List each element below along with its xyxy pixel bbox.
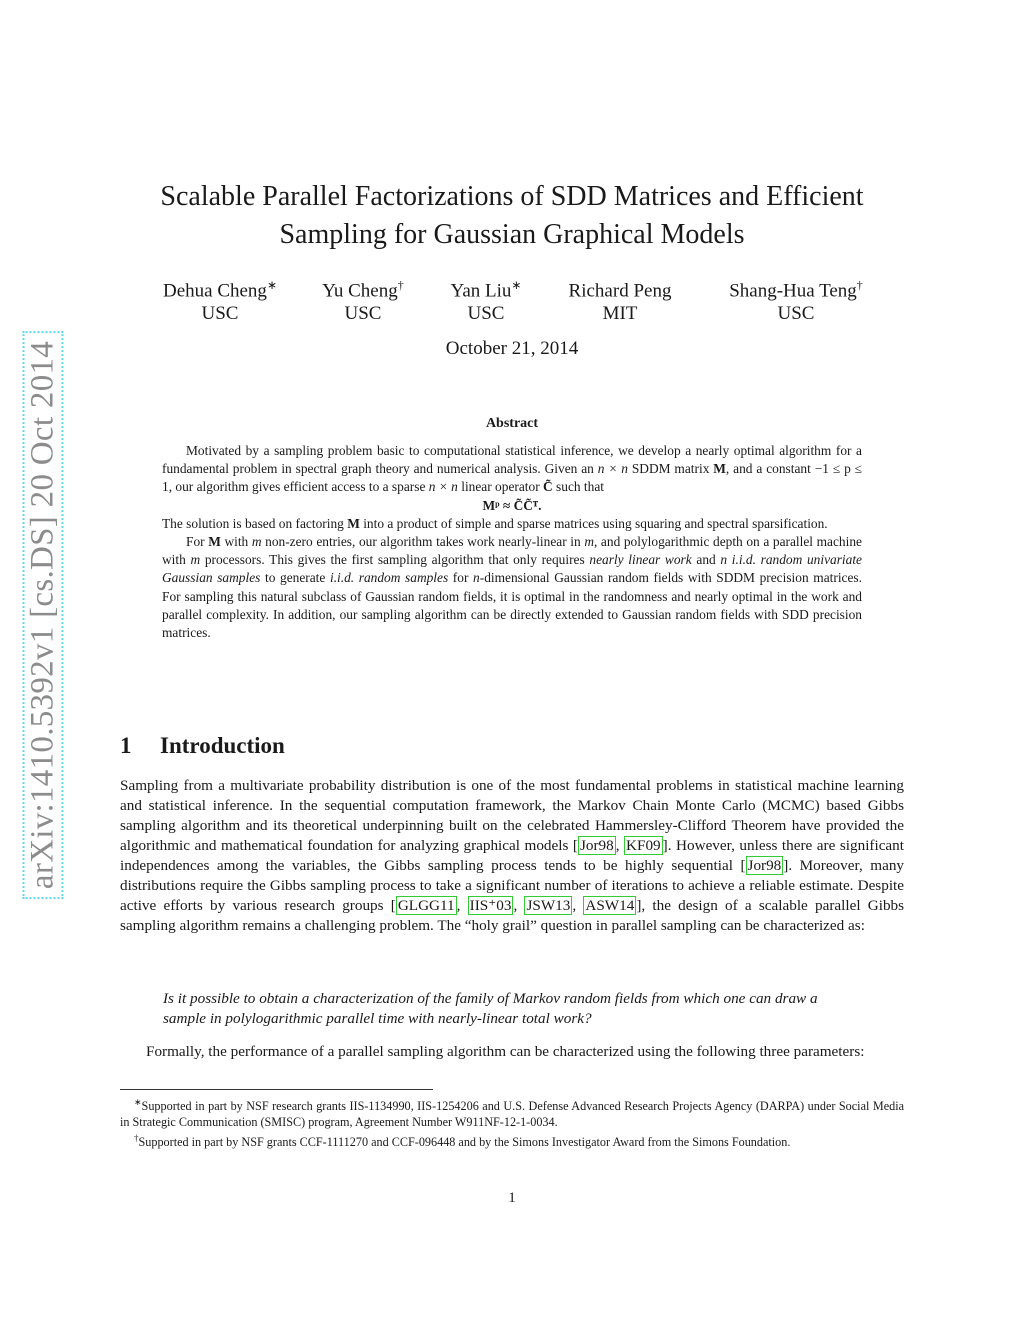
footnote-1	[120, 1094, 904, 1130]
math-inline: C̃	[543, 479, 553, 495]
text-run: and	[691, 552, 721, 568]
text-run: -dimensional Gaussian random fields with SDDM precision matrices. For sampling this natural subclass of Gaussian random fields, it is optimal in the randomness and nearly optimal in the work and parallel complexity. In addition, our sampling algorithm can be directly extended to Gaussian random fields with SDD precision matrices.	[162, 570, 862, 641]
research-question-quote: Is it possible to obtain a characterization of the family of Markov random fields from which one can draw a sample in polylogarithmic parallel time with nearly-linear total work?	[163, 990, 818, 1027]
text-run: into a product of simple and sparse matrices using squaring and spectral sparsification.	[359, 515, 828, 531]
text-run: , our algorithm gives efficient access to a sparse	[168, 479, 429, 495]
footnote-text: Supported in part by NSF grants CCF-1111270 and CCF-096448 and by the Simons Investigator Award from the Simons Foundation.	[138, 1135, 791, 1150]
author-name: Shang-Hua Teng	[729, 280, 857, 302]
text-run: ,	[513, 897, 525, 914]
citation-link[interactable]: KF09	[626, 837, 661, 854]
citation-link[interactable]: Jor98	[747, 857, 782, 874]
author-mark: †	[856, 278, 863, 292]
author-1	[163, 274, 277, 325]
author-3	[451, 274, 522, 325]
abstract-paragraph-1	[162, 442, 862, 497]
section-heading-introduction	[120, 733, 285, 759]
math-inline: −1 ≤ p ≤ 1	[162, 461, 863, 495]
citation-link[interactable]: JSW13	[526, 897, 571, 914]
text-run: ,	[572, 897, 584, 914]
text-run: The solution is based on factoring	[162, 515, 348, 531]
section-title: Introduction	[160, 733, 285, 758]
abstract-paragraph-2	[162, 515, 862, 533]
intro-paragraph-1	[120, 776, 904, 936]
text-run: non-zero entries, our algorithm takes work nearly-linear in	[261, 534, 585, 550]
author-name: Yu Cheng	[322, 280, 398, 302]
author-mark: ∗	[511, 278, 522, 292]
text-run: for	[448, 570, 474, 586]
author-name: Richard Peng	[568, 280, 672, 302]
math-inline: m	[584, 534, 594, 550]
text-run: ,	[456, 897, 468, 914]
text-run: ]. Moreover, many distributions require the Gibbs sampling process to take a significant number of iterations to achieve a reliable estimate. Despite active efforts by various research groups [	[120, 857, 905, 914]
author-affiliation: USC	[344, 303, 382, 325]
abstract-heading: Abstract	[485, 416, 539, 431]
text-run: SDDM matrix	[627, 461, 714, 477]
author-5	[729, 274, 863, 325]
author-affiliation: USC	[777, 303, 815, 325]
footnote-mark: ∗	[134, 1097, 142, 1107]
author-list	[0, 274, 1024, 324]
author-name: Yan Liu	[450, 280, 512, 302]
abstract-paragraph-3	[162, 533, 862, 642]
footnote-2	[120, 1130, 904, 1150]
math-inline: n × n	[597, 461, 628, 477]
text-run: For	[186, 534, 209, 550]
section-number: 1	[120, 733, 132, 758]
math-inline: m	[251, 534, 262, 550]
text-run: processors. This gives the first sampling algorithm that only requires	[200, 552, 590, 568]
author-affiliation: MIT	[602, 303, 638, 325]
citation-link[interactable]: Jor98	[579, 837, 614, 854]
author-4	[569, 274, 672, 325]
emphasis: i.i.d. random samples	[329, 570, 449, 586]
citation-link[interactable]: GLGG11	[397, 897, 455, 914]
display-equation: Mᵖ ≈ C̃C̃ᵀ.	[482, 497, 542, 513]
footnote-mark: †	[134, 1133, 139, 1144]
author-affiliation: USC	[201, 303, 239, 325]
math-inline: n	[473, 570, 480, 586]
math-inline: M	[347, 515, 360, 531]
text-run: ,	[615, 837, 625, 854]
footnote-text: Supported in part by NSF research grants IIS-1134990, IIS-1254206 and U.S. Defense Advanced Research Projects Agency (DARPA) under Social Media in Strategic Communication (SMISC) program, Agreement Number W911NF-12-1-0034.	[120, 1099, 904, 1130]
text-run: such that	[552, 479, 605, 495]
page-number: 1	[508, 1190, 516, 1206]
text-run: ], the design of a scalable parallel Gibbs sampling algorithm remains a challenging problem. The “holy grail” question in parallel sampling can be characterized as:	[120, 897, 905, 934]
emphasis: nearly linear work	[589, 552, 692, 568]
intro-paragraph-2: Formally, the performance of a parallel sampling algorithm can be characterized using the following three parameters:	[146, 1043, 865, 1060]
citation-link[interactable]: IIS⁺03	[469, 897, 512, 914]
text-run: , and polylogarithmic depth on a parallel machine with	[162, 534, 862, 568]
author-mark: ∗	[266, 278, 278, 292]
text-run: Motivated by a sampling problem basic to computational statistical inference, we develop a nearly optimal algorithm for a fundamental problem in spectral graph theory and numerical analysis. Given an	[162, 443, 862, 477]
publication-date: October 21, 2014	[445, 338, 579, 359]
author-affiliation: USC	[467, 303, 505, 325]
arxiv-stamp-text[interactable]: arXiv:1410.5392v1 [cs.DS] 20 Oct 2014	[23, 331, 64, 899]
text-run: ]. However, unless there are significant independences among the variables, the Gibbs sampling process tends to be highly sequential [	[120, 837, 904, 874]
emphasis: n i.i.d. random univariate Gaussian samples	[162, 552, 863, 586]
author-2	[322, 274, 403, 325]
math-inline: M	[208, 534, 221, 550]
footnotes	[120, 1094, 904, 1150]
text-run: to generate	[260, 570, 330, 586]
math-inline: n × n	[428, 479, 458, 495]
math-inline: M	[713, 461, 726, 477]
author-name: Dehua Cheng	[162, 280, 267, 302]
title-line-1: Scalable Parallel Factorizations of SDD Matrices and Efficient	[160, 181, 864, 212]
text-run: with	[220, 534, 252, 550]
abstract-body	[162, 442, 862, 642]
footnote-rule	[120, 1089, 433, 1090]
text-run: linear operator	[457, 479, 544, 495]
title-line-2: Sampling for Gaussian Graphical Models	[279, 219, 745, 250]
math-inline: m	[190, 552, 201, 568]
citation-link[interactable]: ASW14	[585, 897, 635, 914]
text-run: Sampling from a multivariate probability distribution is one of the most fundamental problems in statistical machine learning and statistical inference. In the sequential computation framework, the Markov Chain Monte Carlo (MCMC) based Gibbs sampling algorithm and its theoretical underpinning built on the celebrated Hammersley-Clifford Theorem have provided the algorithmic and mathematical foundation for analyzing graphical models [	[120, 777, 904, 854]
text-run: , and a constant	[725, 461, 815, 477]
author-mark: †	[397, 278, 404, 292]
paper-title	[120, 178, 904, 254]
